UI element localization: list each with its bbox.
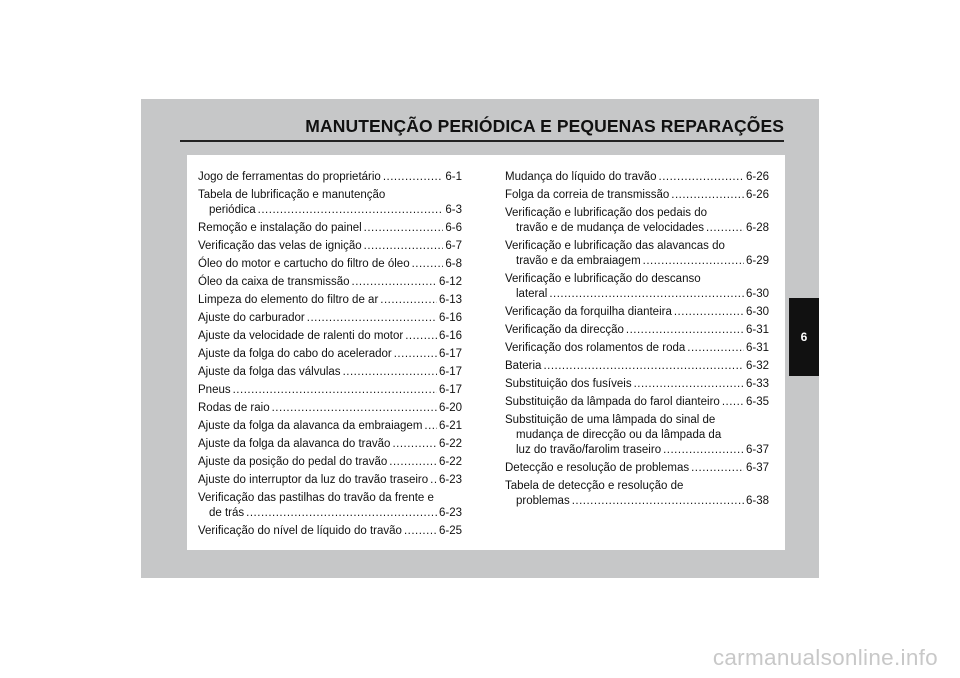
toc-entry-title-line: Verificação e lubrificação do descanso: [505, 273, 701, 285]
toc-page-number: 6-22: [438, 456, 462, 468]
toc-entry[interactable]: [505, 305, 769, 320]
dot-leader: [430, 473, 437, 488]
toc-page-number: 6-23: [438, 474, 462, 486]
toc-page-number: 6-30: [745, 288, 769, 300]
toc-entry-title-line: mudança de direcção ou da lâmpada da: [516, 429, 722, 441]
dot-leader: [691, 461, 744, 476]
watermark: carmanualsonline.info: [712, 645, 938, 670]
toc-page-number: 6-17: [438, 366, 462, 378]
dot-leader: [392, 437, 437, 452]
toc-entry[interactable]: [505, 341, 769, 356]
dot-leader: [706, 221, 744, 236]
toc-entry[interactable]: [198, 257, 462, 272]
toc-entry-title: travão e de mudança de velocidades: [516, 222, 704, 234]
toc-entry[interactable]: [505, 323, 769, 338]
toc-page-number: 6-6: [445, 222, 462, 234]
toc-entry[interactable]: [198, 437, 462, 452]
dot-leader: [722, 395, 744, 410]
toc-entry-title: Ajuste da folga da alavanca do travão: [198, 438, 391, 450]
toc-entry-title: Ajuste da velocidade de ralenti do motor: [198, 330, 404, 342]
toc-entry-title: Substituição dos fusíveis: [505, 378, 632, 390]
toc-entry[interactable]: [505, 479, 769, 509]
dot-leader: [674, 305, 744, 320]
toc-page-number: 6-37: [745, 444, 769, 456]
dot-leader: [364, 221, 444, 236]
dot-leader: [687, 341, 744, 356]
toc-entry-title-line: Verificação e lubrificação das alavancas do: [505, 240, 725, 252]
toc-entry-title: Substituição da lâmpada do farol dianteiro: [505, 396, 720, 408]
toc-page-number: 6-28: [745, 222, 769, 234]
dot-leader: [412, 257, 444, 272]
toc-page-number: 6-7: [445, 240, 462, 252]
toc-page-number: 6-16: [438, 330, 462, 342]
toc-page-number: 6-35: [745, 396, 769, 408]
toc-entry[interactable]: [198, 293, 462, 308]
toc-entry-title: travão e da embraiagem: [516, 255, 641, 267]
dot-leader: [343, 365, 437, 380]
dot-leader: [258, 203, 444, 218]
toc-page-number: 6-29: [745, 255, 769, 267]
toc-entry[interactable]: [505, 272, 769, 302]
toc-entry-title: Ajuste da posição do pedal do travão: [198, 456, 388, 468]
page-title: MANUTENÇÃO PERIÓDICA E PEQUENAS REPARAÇÕES: [305, 116, 784, 136]
dot-leader: [307, 311, 437, 326]
toc-entry-title: Limpeza do elemento do filtro de ar: [198, 294, 379, 306]
dot-leader: [543, 359, 744, 374]
toc-entry-title: problemas: [516, 495, 570, 507]
toc-entry-title: Verificação das velas de ignição: [198, 240, 362, 252]
toc-entry-title: Ajuste do carburador: [198, 312, 305, 324]
title-underline: [180, 140, 784, 142]
toc-page-number: 6-26: [745, 189, 769, 201]
toc-entry-title: Bateria: [505, 360, 542, 372]
dot-leader: [424, 419, 437, 434]
toc-entry[interactable]: [198, 401, 462, 416]
toc-entry-title-line: Tabela de lubrificação e manutenção: [198, 189, 386, 201]
toc-entry[interactable]: [198, 329, 462, 344]
dot-leader: [404, 524, 437, 539]
toc-entry[interactable]: [505, 170, 769, 185]
toc-entry-title: Óleo do motor e cartucho do filtro de óleo: [198, 258, 410, 270]
dot-leader: [272, 401, 437, 416]
toc-entry-title: Ajuste da folga do cabo do acelerador: [198, 348, 392, 360]
dot-leader: [383, 170, 444, 185]
toc-entry[interactable]: [198, 455, 462, 470]
dot-leader: [663, 443, 744, 458]
dot-leader: [643, 254, 744, 269]
toc-entry-title: Ajuste do interruptor da luz do travão traseiro: [198, 474, 429, 486]
dot-leader: [352, 275, 437, 290]
toc-entry-title-line: Substituição de uma lâmpada do sinal de: [505, 414, 716, 426]
toc-entry-title: lateral: [516, 288, 548, 300]
toc-entry-title: Mudança do líquido do travão: [505, 171, 657, 183]
toc-entry-title: Jogo de ferramentas do proprietário: [198, 171, 381, 183]
toc-page-number: 6-25: [438, 525, 462, 537]
toc-page-number: 6-3: [445, 204, 462, 216]
toc-right-column: [505, 170, 769, 512]
toc-page-number: 6-17: [438, 384, 462, 396]
toc-entry-title: Verificação da forquilha dianteira: [505, 306, 672, 318]
toc-entry[interactable]: [505, 359, 769, 374]
toc-entry[interactable]: [505, 395, 769, 410]
toc-entry[interactable]: [198, 347, 462, 362]
toc-entry-title: Verificação dos rolamentos de roda: [505, 342, 686, 354]
toc-entry-title: Verificação da direcção: [505, 324, 624, 336]
dot-leader: [380, 293, 437, 308]
toc-entry-title: periódica: [209, 204, 256, 216]
dot-leader: [405, 329, 437, 344]
toc-page-number: 6-20: [438, 402, 462, 414]
toc-entry-title-line: Verificação e lubrificação dos pedais do: [505, 207, 708, 219]
toc-page-number: 6-32: [745, 360, 769, 372]
toc-page-number: 6-26: [745, 171, 769, 183]
toc-entry-title: Rodas de raio: [198, 402, 270, 414]
toc-entry[interactable]: [198, 170, 462, 185]
toc-page-number: 6-23: [438, 507, 462, 519]
toc-entry-title: Detecção e resolução de problemas: [505, 462, 690, 474]
toc-entry[interactable]: [198, 473, 462, 488]
toc-page-number: 6-31: [745, 324, 769, 336]
chapter-tab: 6: [789, 298, 819, 376]
dot-leader: [549, 287, 744, 302]
toc-page-number: 6-13: [438, 294, 462, 306]
toc-entry[interactable]: [505, 461, 769, 476]
toc-entry-title-line: Tabela de detecção e resolução de: [505, 480, 684, 492]
toc-entry-title: Ajuste da folga da alavanca da embraiagem: [198, 420, 423, 432]
toc-page-number: 6-38: [745, 495, 769, 507]
toc-entry-title: Pneus: [198, 384, 231, 396]
dot-leader: [634, 377, 744, 392]
toc-entry[interactable]: [198, 365, 462, 380]
toc-page-number: 6-16: [438, 312, 462, 324]
toc-page-number: 6-33: [745, 378, 769, 390]
toc-left-column: [198, 170, 462, 542]
toc-entry-title: Remoção e instalação do painel: [198, 222, 362, 234]
dot-leader: [389, 455, 437, 470]
toc-entry[interactable]: [198, 383, 462, 398]
dot-leader: [246, 506, 437, 521]
dot-leader: [659, 170, 744, 185]
toc-page-number: 6-22: [438, 438, 462, 450]
toc-entry[interactable]: [198, 524, 462, 539]
toc-entry[interactable]: [198, 239, 462, 254]
toc-entry-title-line: Verificação das pastilhas do travão da frente e: [198, 492, 434, 504]
toc-entry[interactable]: [505, 377, 769, 392]
dot-leader: [626, 323, 744, 338]
toc-entry-title: Folga da correia de transmissão: [505, 189, 670, 201]
toc-entry[interactable]: [505, 239, 769, 269]
toc-entry-title: de trás: [209, 507, 245, 519]
toc-entry-title: Ajuste da folga das válvulas: [198, 366, 341, 378]
toc-entry-title: luz do travão/farolim traseiro: [516, 444, 662, 456]
toc-entry[interactable]: [198, 311, 462, 326]
toc-entry[interactable]: [505, 188, 769, 203]
toc-page-number: 6-21: [438, 420, 462, 432]
dot-leader: [572, 494, 744, 509]
toc-entry[interactable]: [198, 419, 462, 434]
toc-page-number: 6-37: [745, 462, 769, 474]
toc-page-number: 6-31: [745, 342, 769, 354]
toc-entry[interactable]: [198, 221, 462, 236]
toc-entry[interactable]: [198, 491, 462, 521]
toc-page-number: 6-1: [445, 171, 462, 183]
toc-page-number: 6-17: [438, 348, 462, 360]
toc-entry[interactable]: [505, 206, 769, 236]
toc-page-number: 6-8: [445, 258, 462, 270]
toc-entry[interactable]: [198, 188, 462, 218]
dot-leader: [671, 188, 744, 203]
toc-page-number: 6-12: [438, 276, 462, 288]
toc-entry-title: Óleo da caixa de transmissão: [198, 276, 350, 288]
toc-page-number: 6-30: [745, 306, 769, 318]
toc-entry-title: Verificação do nível de líquido do travão: [198, 525, 402, 537]
dot-leader: [233, 383, 437, 398]
dot-leader: [394, 347, 437, 362]
dot-leader: [364, 239, 444, 254]
toc-entry[interactable]: [505, 413, 769, 458]
toc-entry[interactable]: [198, 275, 462, 290]
